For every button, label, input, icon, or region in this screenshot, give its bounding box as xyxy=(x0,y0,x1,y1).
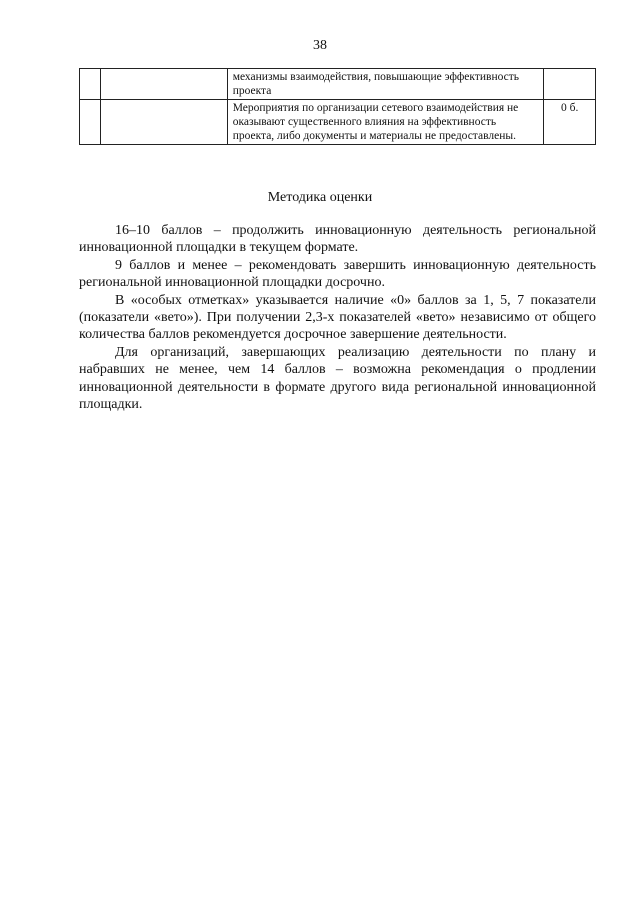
table-cell-indicator xyxy=(101,69,227,100)
page-number: 38 xyxy=(313,38,327,53)
table-cell-description: механизмы взаимодействия, повышающие эффективность проекта xyxy=(227,69,544,100)
table-row xyxy=(80,100,596,145)
table-cell-description: Мероприятия по организации сетевого взаимодействия не оказывают существенного влияния на эффективность проекта, либо документы и материалы не предоставлены. xyxy=(227,100,544,145)
criteria-table xyxy=(79,68,596,145)
paragraph: 16–10 баллов – продолжить инновационную деятельность региональной инновационной площадки в текущем формате. xyxy=(79,223,596,256)
table-cell-number xyxy=(80,100,101,145)
table-row xyxy=(80,69,596,100)
section-heading: Методика оценки xyxy=(267,190,373,205)
methodology-text xyxy=(79,222,596,413)
paragraph: Для организаций, завершающих реализацию деятельности по плану и набравших не менее, чем 14 баллов – возможна рекомендация о продлении инновационной деятельности в формате другого вида региональной инновационной площадки. xyxy=(79,344,596,413)
table-cell-indicator xyxy=(101,100,227,145)
table-cell-score xyxy=(544,69,596,100)
table-cell-score: 0 б. xyxy=(544,100,596,145)
paragraph: 9 баллов и менее – рекомендовать завершить инновационную деятельность региональной инновационной площадки досрочно. xyxy=(79,257,596,291)
paragraph: В «особых отметках» указывается наличие «0» баллов за 1, 5, 7 показатели (показатели «вето»). При получении 2,3-х показателей «вето» независимо от общего количества баллов рекомендуется досрочное завершение деятельности. xyxy=(79,292,596,343)
table-cell-number xyxy=(80,69,101,100)
